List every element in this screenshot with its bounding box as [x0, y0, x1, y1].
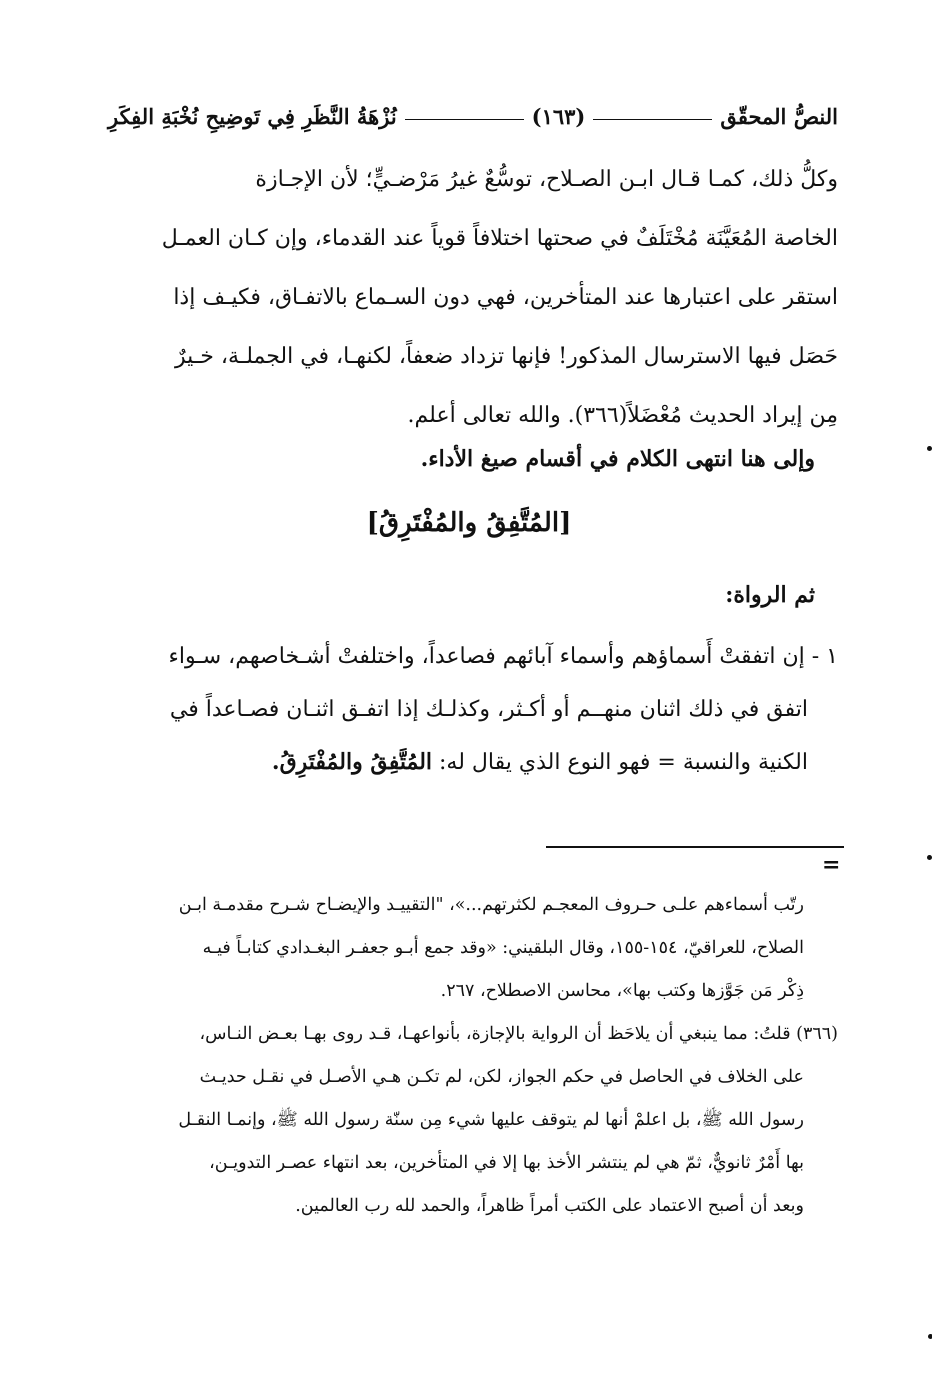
scan-margin-mark — [927, 855, 932, 860]
footnotes — [100, 884, 838, 1228]
item-line: ١ - إن اتفقتْ أَسماؤهم وأسماء آبائهم فصاعداً، واختلفتْ أشـخاصهم، سـواء — [168, 644, 838, 669]
scan-margin-mark — [927, 446, 932, 451]
main-text — [100, 150, 838, 445]
footnote-continuation-mark: = — [822, 852, 841, 878]
page-number: (١٦٣) — [531, 103, 586, 129]
header-rule-right — [593, 119, 712, 120]
footnote-366-line: (٣٦٦) قلتُ: مما ينبغي أن يلاحَظ أن الرواية بالإجازة، بأنواعهـا، قـد روى بهـا بعـض النـاس، — [199, 1024, 838, 1044]
body-line: الخاصة المُعَيَّنَة مُخْتَلَفٌ في صحتها اختلافاً قوياً عند القدماء، وإن كـان العمـل — [161, 226, 838, 251]
footnote-line: الصلاح، للعراقيّ، ١٥٤-١٥٥، وقال البلقيني: «وقد جمع أبـو جعفـر البغـدادي كتابـاً فيـه — [202, 938, 804, 958]
header-right-title: النصُّ المحقّق — [720, 103, 838, 129]
footnote-separator — [546, 846, 844, 848]
scan-margin-mark — [928, 1334, 932, 1339]
footnote-366-line: على الخلاف في الحاصل في حكم الجواز، لكن، لم تكـن هـي الأصـل في نقـل حديـث — [199, 1067, 804, 1087]
body-line: حَصَل فيها الاسترسال المذكور! فإنها تزداد ضعفاً، لكنهـا، في الجملـة، خـيرٌ — [175, 344, 838, 369]
defined-term: المُتَّفِقُ والمُفْتَرِقُ. — [271, 749, 433, 775]
footnote-366-line: بها أَمْرٌ ثانويٌّ، ثمّ هي لم ينتشر الأخذ بها إلا في المتأخرين، بعد انتهاء عصـر التدويـن، — [209, 1153, 804, 1173]
item-line: اتفق في ذلك اثنان منهــم أو أكـثر، وكذلـك إذا اتفـق اثنـان فصـاعداً في — [169, 697, 808, 722]
item-line-last — [100, 736, 838, 789]
closing-statement: وإلى هنا انتهى الكلام في أقسام صيغ الأداء. — [420, 446, 815, 472]
body-line: مِن إيراد الحديث مُعْضَلاً(٣٦٦). والله تعالى أعلم. — [407, 403, 838, 428]
footnote-366-line: وبعد أن أصبح الاعتماد على الكتب أمراً ظاهراً، والحمد لله رب العالمين. — [295, 1196, 804, 1216]
subheading: ثم الرواة: — [725, 582, 815, 608]
footnote-line: ذِكْر مَن جَوَّزها وكتب بها»، محاسن الاصطلاح، ٢٦٧. — [440, 981, 804, 1001]
header-left-title: نُزْهَةُ النَّظَرِ فِي تَوضِيحِ نُخْبَةِ الفِكَرِ — [107, 103, 397, 129]
footnote-line: رتّب أسماءهم علـى حـروف المعجـم لكثرتهم...»، "التقييـد والإيضـاح شـرح مقدمـة ابـن — [178, 895, 804, 915]
section-heading: [المُتَّفِقُ والمُفْتَرِقُ] — [366, 508, 572, 538]
item-line-text: الكنية والنسبة = فهو النوع الذي يقال له: — [432, 750, 808, 775]
body-line: وكلُّ ذلك، كمـا قـال ابـن الصـلاح، توسُّعٌ غيرُ مَرْضـيٍّ؛ لأن الإجـازة — [255, 167, 838, 192]
footnote-366-line: رسول الله ﷺ، بل اعلمْ أنها لم يتوقف عليها شيء مِن سنّة رسول الله ﷺ، وإنمـا النقـل — [178, 1110, 804, 1130]
running-header — [108, 96, 838, 136]
header-rule-left — [405, 119, 524, 120]
numbered-item — [100, 630, 838, 789]
body-line: استقر على اعتبارها عند المتأخرين، فهي دون السـماع بالاتفـاق، فكيـف إذا — [173, 285, 838, 310]
